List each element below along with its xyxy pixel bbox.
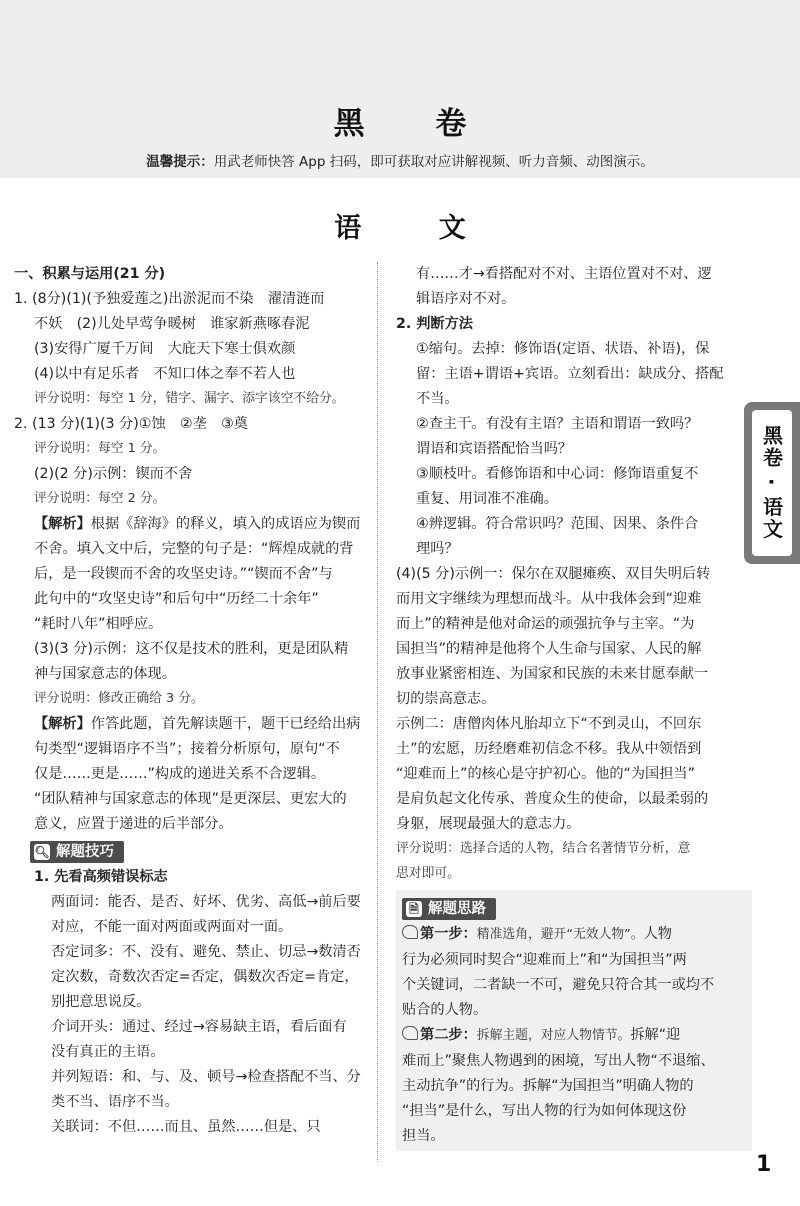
page-header xyxy=(0,0,800,178)
q1-line: 不妖 (2)儿处早莺争暖树 谁家新燕啄春泥 xyxy=(34,316,310,332)
tip-line: ②查主干。有没有主语？主语和谓语一致吗？ xyxy=(416,416,699,432)
q4-line: “迎难而上”的核心是守护初心。他的“为国担当” xyxy=(396,766,695,782)
tip-line: 否定词多：不、没有、避免、禁止、切忌→数清否 xyxy=(51,944,361,960)
page-number: 1 xyxy=(756,1152,772,1177)
left-column xyxy=(14,262,370,1140)
analysis-line: 不舍。填入文中后，完整的句子是：“辉煌成就的背 xyxy=(34,541,354,557)
step-line xyxy=(402,922,746,947)
side-tab-label: 黑卷 · 语文 xyxy=(759,425,784,541)
tip-label: 温馨提示： xyxy=(146,154,214,170)
pointing-hand-icon xyxy=(402,925,418,939)
analysis-line: 仅是……更是……”构成的递进关系不合逻辑。 xyxy=(34,766,326,782)
step-line: 难而上”聚焦人物遇到的困境，写出人物“不退缩、 xyxy=(402,1053,715,1069)
q2-line: (2)(2 分)示例：锲而不舍 xyxy=(34,466,193,482)
tips-badge xyxy=(30,841,124,863)
tip-line: 对应，不能一面对两面或两面对一面。 xyxy=(51,919,293,935)
scoring-note: 评分说明：修改正确给 3 分。 xyxy=(34,691,204,706)
analysis-text: 根据《辞海》的释义，填入的成语应为锲而 xyxy=(90,516,361,532)
q4-line: 身躯，展现最强大的意志力。 xyxy=(396,816,581,832)
tip-line: 介词开头：通过、经过→容易缺主语，看后面有 xyxy=(51,1019,347,1035)
step-text: 人物 xyxy=(643,926,672,942)
tip-line: ③顺枝叶。看修饰语和中心词：修饰语重复不 xyxy=(416,466,699,482)
analysis-text: 作答此题，首先解读题干，题干已经给出病 xyxy=(90,716,361,732)
step-line: 担当。 xyxy=(402,1128,445,1144)
scoring-note: 评分说明：每空 1 分，错字、漏字、添字该空不给分。 xyxy=(34,391,345,406)
tip-heading: 1. 先看高频错误标志 xyxy=(34,869,168,885)
tip-line: 理吗？ xyxy=(416,541,459,557)
q4-line: 国担当”的精神是他将个人生命与国家、人民的解 xyxy=(396,641,702,657)
tip-line xyxy=(0,150,800,170)
step-label: 第一步： xyxy=(420,926,477,942)
tip-line: 没有真正的主语。 xyxy=(51,1044,165,1060)
document-icon: 🗎︎ xyxy=(406,901,422,917)
q4-line: 而用文字继续为理想而战斗。从中我体会到“迎难 xyxy=(396,591,702,607)
scoring-note: 评分说明：每空 2 分。 xyxy=(34,491,166,506)
analysis-line: “耗时八年”相呼应。 xyxy=(34,616,163,632)
analysis-line: 意义，应置于递进的后半部分。 xyxy=(34,816,233,832)
step-line: 贴合的人物。 xyxy=(402,1002,488,1018)
step-line: “担当”是什么，写出人物的行为如何体现这份 xyxy=(402,1103,687,1119)
q1-line: (4)以中有足乐者 不知口体之奉不若人也 xyxy=(34,366,296,382)
tip-text: 用武老师快答 App 扫码，即可获取对应讲解视频、听力音频、动图演示。 xyxy=(213,154,654,170)
thinking-box xyxy=(396,890,752,1151)
step-label: 第二步： xyxy=(420,1027,477,1043)
thinking-badge-label: 解题思路 xyxy=(428,901,486,917)
analysis-label: 【解析】 xyxy=(34,716,91,732)
q4-line: 放事业紧密相连、为国家和民族的未来甘愿奉献一 xyxy=(396,666,709,682)
main-title: 黑 卷 xyxy=(333,106,497,142)
tip-line: 别把意思说反。 xyxy=(51,994,151,1010)
tip-line: 两面词：能否、是否、好坏、优劣、高低→前后要 xyxy=(51,894,361,910)
scoring-note: 思对即可。 xyxy=(396,866,460,881)
q4-line: 土”的宏愿，历经磨难初信念不移。我从中领悟到 xyxy=(396,741,702,757)
q4-line: 是肩负起文化传承、普度众生的使命，以最柔弱的 xyxy=(396,791,709,807)
step-line: 行为必须同时契合“迎难而上”和“为国担当”两 xyxy=(402,952,687,968)
pointing-hand-icon xyxy=(402,1026,418,1040)
tip-line: 留：主语+谓语+宾语。立刻看出：缺成分、搭配 xyxy=(416,366,724,382)
q2-line: (3)(3 分)示例：这不仅是技术的胜利，更是团队精 xyxy=(34,641,349,657)
step-line xyxy=(402,1023,746,1048)
tip-line: ①缩句。去掉：修饰语(定语、状语、补语)，保 xyxy=(416,341,710,357)
scoring-note: 评分说明：选择合适的人物，结合名著情节分析，意 xyxy=(396,841,691,856)
step-title: 精准选角，避开“无效人物”。 xyxy=(476,927,644,942)
magnifier-icon: 🔍︎ xyxy=(34,845,50,859)
subject-title: 语 文 xyxy=(334,213,500,244)
tip-line: 关联词：不但……而且、虽然……但是、只 xyxy=(51,1119,321,1135)
analysis-line xyxy=(14,712,370,736)
tip-line: 不当。 xyxy=(416,391,459,407)
tip-line: 类不当、语序不当。 xyxy=(51,1094,179,1110)
q4-line: 切的崇高意志。 xyxy=(396,691,496,707)
q4-line: (4)(5 分)示例一：保尔在双腿瘫痪、双目失明后转 xyxy=(396,566,711,582)
tip-line: 辑语序对不对。 xyxy=(416,291,516,307)
step-line: 个关键词，二者缺一不可，避免只符合其一或均不 xyxy=(402,977,715,993)
tip-line: 定次数，奇数次否定=否定，偶数次否定=肯定， xyxy=(51,969,359,985)
step-text: 拆解“迎 xyxy=(630,1027,681,1043)
analysis-line: 句类型“逻辑语序不当”；接着分析原句，原句“不 xyxy=(34,741,340,757)
tips-badge-label: 解题技巧 xyxy=(56,844,114,860)
analysis-line: 后，是一段锲而不舍的攻坚史诗。”“锲而不舍”与 xyxy=(34,566,333,582)
q4-line: 示例二：唐僧肉体凡胎却立下“不到灵山，不回东 xyxy=(396,716,702,732)
q2-line: 2. (13 分)(1)(3 分)①蚀 ②垄 ③奠 xyxy=(14,416,248,432)
section-heading: 一、积累与运用(21 分) xyxy=(14,266,166,282)
tip-heading: 2. 判断方法 xyxy=(396,316,473,332)
q2-line: 神与国家意志的体现。 xyxy=(34,666,176,682)
analysis-label: 【解析】 xyxy=(34,516,91,532)
tip-line: ④辨逻辑。符合常识吗？范围、因果、条件合 xyxy=(416,516,699,532)
side-tab xyxy=(744,402,800,564)
analysis-line: 此句中的“攻坚史诗”和后句中“历经二十余年” xyxy=(34,591,319,607)
q4-line: 而上”的精神是他对命运的顽强抗争与主宰。“为 xyxy=(396,616,695,632)
q1-line: (3)安得广厦千万间 大庇天下寒士俱欢颜 xyxy=(34,341,296,357)
q1-line: 1. (8分)(1)(予独爱莲之)出淤泥而不染 濯清涟而 xyxy=(14,291,325,307)
step-line: 主动抗争”的行为。拆解“为国担当”明确人物的 xyxy=(402,1078,694,1094)
tip-line: 有……才→看搭配对不对、主语位置对不对、逻 xyxy=(416,266,712,282)
right-column xyxy=(396,262,752,1151)
side-tab-inner xyxy=(752,410,792,556)
tip-line: 重复、用词准不准确。 xyxy=(416,491,558,507)
analysis-line: “团队精神与国家意志的体现”是更深层、更宏大的 xyxy=(34,791,347,807)
column-divider xyxy=(377,262,378,1162)
step-title: 拆解主题，对应人物情节。 xyxy=(476,1028,631,1043)
analysis-line xyxy=(14,512,370,536)
thinking-badge xyxy=(402,898,496,920)
tip-line: 并列短语：和、与、及、顿号→检查搭配不当、分 xyxy=(51,1069,361,1085)
scoring-note: 评分说明：每空 1 分。 xyxy=(34,441,166,456)
tip-line: 谓语和宾语搭配恰当吗？ xyxy=(416,441,573,457)
